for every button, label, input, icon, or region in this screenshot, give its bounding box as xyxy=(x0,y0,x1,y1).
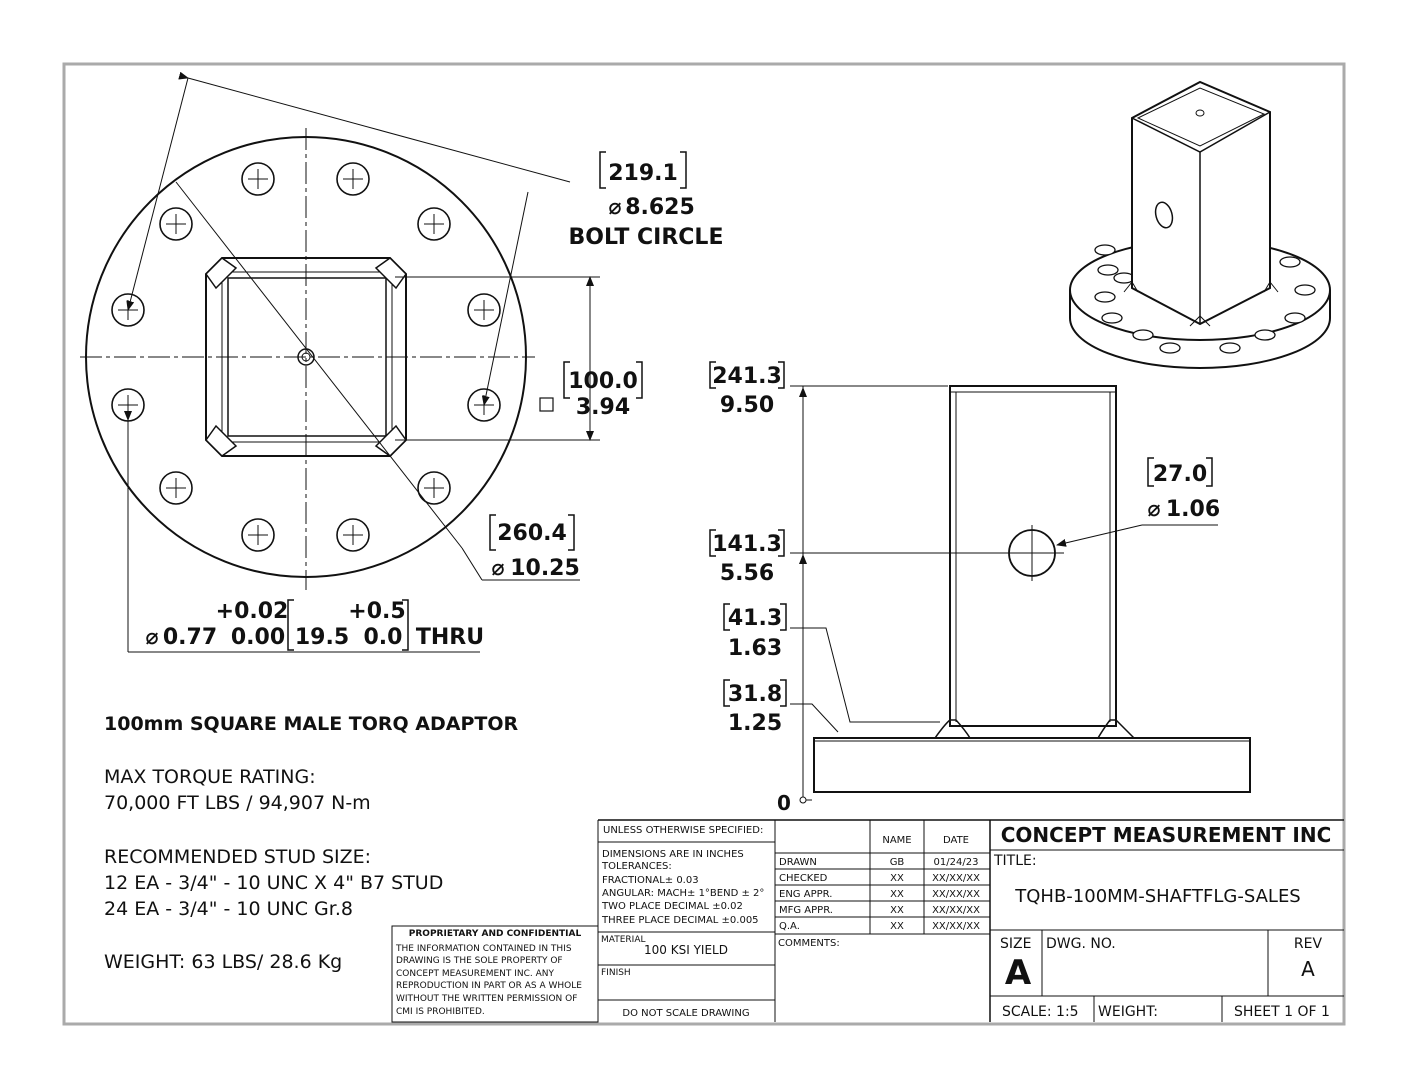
rev-label: REV xyxy=(1293,936,1323,952)
approval-date: XX/XX/XX xyxy=(932,873,980,884)
approval-date: XX/XX/XX xyxy=(932,905,980,916)
approval-name: XX xyxy=(890,905,904,916)
size-value: A xyxy=(1004,953,1032,993)
proprietary-line: THE INFORMATION CONTAINED IN THIS xyxy=(396,944,572,954)
diameter-symbol: ⌀ xyxy=(145,625,159,650)
hole-tol-in-minus: 0.00 xyxy=(230,625,286,650)
proprietary-line: CONCEPT MEASUREMENT INC. ANY xyxy=(396,969,555,979)
comments-label: COMMENTS: xyxy=(778,938,840,949)
stud-line-2: 24 EA - 3/4" - 10 UNC Gr.8 xyxy=(104,898,353,920)
approval-name: GB xyxy=(889,857,905,868)
no-scale-note: DO NOT SCALE DRAWING xyxy=(622,1008,750,1019)
approval-label: ENG APPR. xyxy=(779,889,833,900)
square-mm: 100.0 xyxy=(568,369,638,394)
stud-line-1: 12 EA - 3/4" - 10 UNC X 4" B7 STUD xyxy=(104,872,444,894)
approval-label: DRAWN xyxy=(779,857,817,868)
weld-in: 1.63 xyxy=(727,636,783,661)
hole-dim xyxy=(145,599,484,650)
sheet-number: SHEET 1 OF 1 xyxy=(1234,1004,1330,1020)
approval-label: MFG APPR. xyxy=(779,905,833,916)
shaft-outline xyxy=(950,386,1116,726)
diameter-symbol: ⌀ xyxy=(608,195,622,220)
weld-mm: 41.3 xyxy=(727,606,783,631)
proprietary-line: CMI IS PROHIBITED. xyxy=(396,1007,485,1017)
tolerance-line: FRACTIONAL± 0.03 xyxy=(602,875,699,886)
bolt-circle-in: 8.625 xyxy=(625,195,695,220)
torque-label: MAX TORQUE RATING: xyxy=(104,766,316,788)
approval-name: XX xyxy=(890,889,904,900)
approval-date: 01/24/23 xyxy=(933,857,979,868)
approval-date: XX/XX/XX xyxy=(932,889,980,900)
pin-hole-in: 1.06 xyxy=(1165,497,1221,522)
size-label: SIZE xyxy=(1000,936,1032,952)
pin-height-dim xyxy=(710,530,784,586)
flange-thk-dim xyxy=(724,680,786,736)
diameter-symbol: ⌀ xyxy=(491,556,505,581)
flange-mm: 260.4 xyxy=(497,521,567,546)
finish-label: FINISH xyxy=(601,968,631,978)
diameter-symbol: ⌀ xyxy=(1147,497,1161,522)
tolerance-line: TWO PLACE DECIMAL ±0.02 xyxy=(602,901,743,912)
hole-tol-mm-plus: +0.5 xyxy=(348,599,406,624)
hole-tol-mm-minus: 0.0 xyxy=(363,625,403,650)
flange-in: 10.25 xyxy=(510,556,580,581)
zero-datum: 0 xyxy=(777,791,791,815)
square-dim xyxy=(540,362,642,420)
hole-thru: THRU xyxy=(415,625,485,650)
hole-tol-in-plus: +0.02 xyxy=(215,599,289,624)
proprietary-line: REPRODUCTION IN PART OR AS A WHOLE xyxy=(396,981,582,991)
proprietary-line: WITHOUT THE WRITTEN PERMISSION OF xyxy=(396,994,578,1004)
title-label: TITLE: xyxy=(994,853,1037,869)
material-label: MATERIAL xyxy=(601,935,646,945)
height-in: 9.50 xyxy=(719,393,775,418)
company-name: CONCEPT MEASUREMENT INC xyxy=(1000,823,1332,847)
flange-dim xyxy=(490,515,580,581)
approval-name: XX xyxy=(890,921,904,932)
bolt-circle-label: BOLT CIRCLE xyxy=(568,225,724,250)
torque-value: 70,000 FT LBS / 94,907 N-m xyxy=(104,792,371,814)
pin-hole-mm: 27.0 xyxy=(1152,462,1208,487)
pin-height-mm: 141.3 xyxy=(712,532,782,557)
bolt-circle-mm: 219.1 xyxy=(608,161,678,186)
stud-label: RECOMMENDED STUD SIZE: xyxy=(104,846,372,868)
approval-label: CHECKED xyxy=(779,873,828,884)
tolerance-line: DIMENSIONS ARE IN INCHES xyxy=(602,849,744,860)
isometric-view xyxy=(1070,82,1330,368)
height-dim xyxy=(710,362,784,418)
bolt-circle-dim xyxy=(569,152,724,250)
approval-date: XX/XX/XX xyxy=(932,921,980,932)
hole-in: 0.77 xyxy=(162,625,218,650)
rev-value: A xyxy=(1301,957,1315,981)
square-in: 3.94 xyxy=(575,395,631,420)
dwg-no-label: DWG. NO. xyxy=(1046,936,1116,952)
proprietary-heading: PROPRIETARY AND CONFIDENTIAL xyxy=(408,929,582,939)
approval-name: XX xyxy=(890,873,904,884)
part-title: 100mm SQUARE MALE TORQ ADAPTOR xyxy=(104,713,519,735)
scale: SCALE: 1:5 xyxy=(1002,1004,1079,1020)
material-value: 100 KSI YIELD xyxy=(644,943,728,957)
weight-note: WEIGHT: 63 LBS/ 28.6 Kg xyxy=(104,951,343,973)
weld-dim xyxy=(724,604,786,661)
pin-hole-dim xyxy=(1147,458,1220,522)
approval-label: Q.A. xyxy=(779,921,800,932)
flange-thk-mm: 31.8 xyxy=(727,682,783,707)
pin-height-in: 5.56 xyxy=(719,561,775,586)
proprietary-line: DRAWING IS THE SOLE PROPERTY OF xyxy=(396,956,563,966)
flange-side xyxy=(814,738,1250,792)
weight-field: WEIGHT: xyxy=(1098,1004,1158,1020)
height-mm: 241.3 xyxy=(712,364,782,389)
hole-mm: 19.5 xyxy=(294,625,350,650)
tolerance-line: TOLERANCES: xyxy=(602,861,672,872)
side-view xyxy=(790,386,1250,803)
tolerance-line: THREE PLACE DECIMAL ±0.005 xyxy=(602,915,759,926)
unless-specified: UNLESS OTHERWISE SPECIFIED: xyxy=(603,825,764,836)
flange-thk-in: 1.25 xyxy=(727,711,783,736)
name-header: NAME xyxy=(882,835,912,846)
tolerance-line: ANGULAR: MACH± 1°BEND ± 2° xyxy=(602,888,765,899)
title-block xyxy=(392,820,1344,1022)
drawing-title: TQHB-100MM-SHAFTFLG-SALES xyxy=(1015,886,1301,907)
date-header: DATE xyxy=(942,835,970,846)
